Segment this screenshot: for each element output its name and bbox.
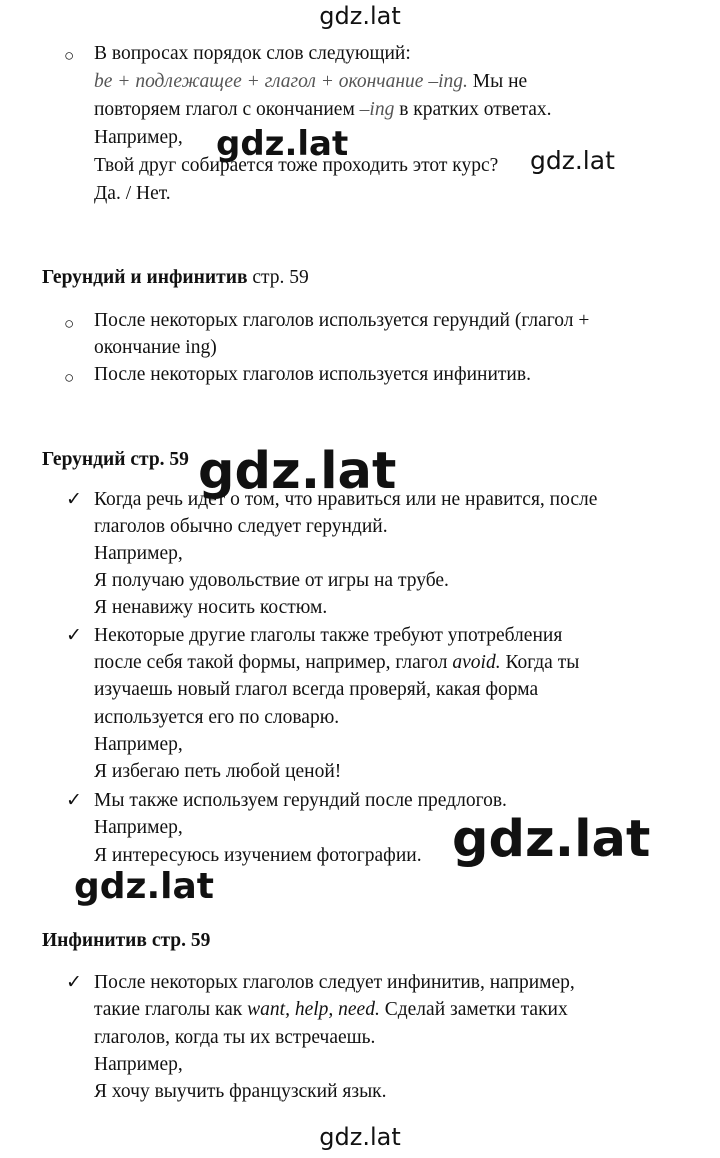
heading-title: Герундий стр. 59: [42, 449, 189, 470]
heading-title: Герундий и инфинитив: [42, 267, 248, 288]
circle-bullet-icon: ○: [64, 314, 75, 333]
text-line: глаголов, когда ты их встречаешь.: [94, 1027, 376, 1048]
example-sentence: Да. / Нет.: [94, 183, 171, 204]
heading-page: стр. 59: [247, 267, 309, 288]
section-heading: [42, 266, 309, 290]
example-sentence: Я получаю удовольствие от игры на трубе.: [94, 570, 449, 591]
watermark: gdz.lat: [319, 2, 401, 30]
circle-bullet-icon: ○: [64, 368, 75, 387]
text-line: [94, 98, 552, 122]
text-fragment: в кратких ответах.: [394, 99, 552, 120]
text-fragment: Сделай заметки таких: [379, 999, 568, 1020]
checkmark-icon: ✓: [66, 625, 82, 646]
text-line: окончание ing): [94, 337, 217, 358]
example-label: Например,: [94, 127, 183, 148]
italic-word: avoid.: [452, 652, 501, 673]
text-fragment: Мы не: [467, 71, 528, 92]
watermark: gdz.lat: [74, 866, 215, 907]
text-line: После некоторых глаголов используется инфинитив.: [94, 364, 531, 385]
watermark: gdz.lat: [530, 146, 615, 175]
text-line: [94, 70, 527, 94]
example-label: Например,: [94, 1054, 183, 1075]
text-line: Мы также используем герундий после предлогов.: [94, 790, 507, 811]
text-line: [94, 998, 568, 1022]
circle-bullet-icon: ○: [64, 46, 75, 65]
example-sentence: Я хочу выучить французский язык.: [94, 1081, 387, 1102]
example-label: Например,: [94, 817, 183, 838]
text-fragment: после себя такой формы, например, глагол: [94, 652, 453, 673]
example-sentence: Я избегаю петь любой ценой!: [94, 761, 342, 782]
formula: be + подлежащее + глагол + окончание –ing.: [94, 71, 468, 92]
text-fragment: повторяем глагол с окончанием: [94, 99, 360, 120]
text-line: В вопросах порядок слов следующий:: [94, 43, 411, 64]
watermark: gdz.lat: [198, 442, 397, 501]
watermark: gdz.lat: [452, 810, 651, 869]
text-fragment: Когда ты: [500, 652, 580, 673]
checkmark-icon: ✓: [66, 790, 82, 811]
text-fragment: такие глаголы как: [94, 999, 248, 1020]
example-sentence: Я интересуюсь изучением фотографии.: [94, 845, 422, 866]
example-sentence: Я ненавижу носить костюм.: [94, 597, 328, 618]
watermark: gdz.lat: [319, 1123, 401, 1151]
text-line: глаголов обычно следует герундий.: [94, 516, 388, 537]
text-line: [94, 651, 579, 675]
example-label: Например,: [94, 543, 183, 564]
text-line: изучаешь новый глагол всегда проверяй, какая форма: [94, 679, 539, 700]
section-heading: [42, 929, 210, 953]
checkmark-icon: ✓: [66, 489, 82, 510]
italic-words: want, help, need.: [247, 999, 380, 1020]
text-line: используется его по словарю.: [94, 707, 340, 728]
text-line: После некоторых глаголов следует инфинитив, например,: [94, 972, 575, 993]
example-label: Например,: [94, 734, 183, 755]
example-sentence: Твой друг собирается тоже проходить этот курс?: [94, 155, 499, 176]
section-heading: [42, 448, 189, 472]
text-line: Когда речь идет о том, что нравиться или не нравится, после: [94, 489, 598, 510]
watermark: gdz.lat: [216, 124, 349, 164]
heading-title: Инфинитив стр. 59: [42, 930, 211, 951]
checkmark-icon: ✓: [66, 972, 82, 993]
formula-ing: –ing: [359, 99, 395, 120]
text-line: Некоторые другие глаголы также требуют употребления: [94, 625, 563, 646]
text-line: После некоторых глаголов используется герундий (глагол +: [94, 310, 590, 331]
